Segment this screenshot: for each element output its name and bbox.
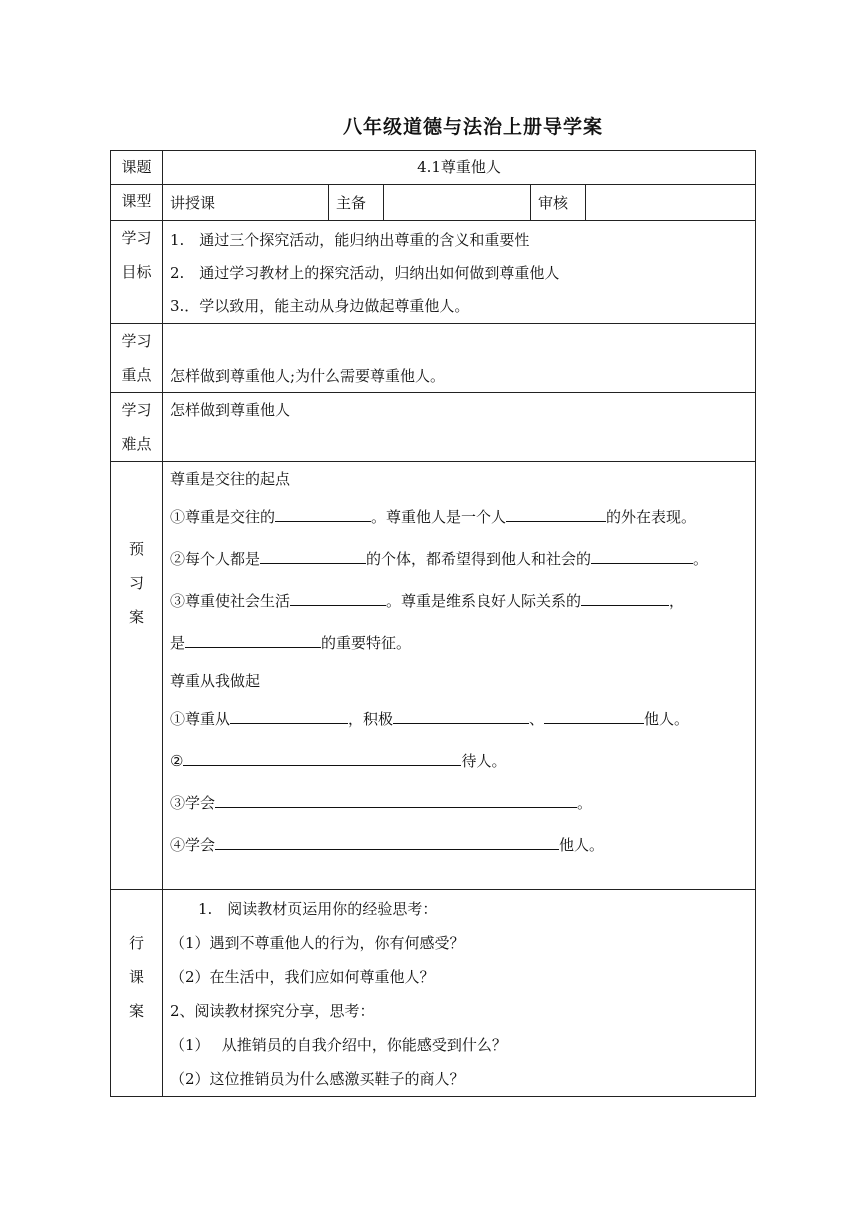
preview-content [163, 462, 756, 890]
preview-text: ② [170, 752, 184, 770]
preview-text: 的个体，都希望得到他人和社会的 [366, 550, 592, 568]
objective-item: 3.．学以致用，能主动从身边做起尊重他人。 [170, 297, 470, 315]
objective-item: 1. 通过三个探究活动，能归纳出尊重的含义和重要性 [170, 231, 530, 249]
difficulties-label [111, 393, 163, 462]
preview-line [170, 580, 748, 622]
objective-item: 2. 通过学习教材上的探究活动，归纳出如何做到尊重他人 [170, 264, 560, 282]
fill-blank[interactable] [544, 707, 644, 724]
preview-text: 是 [170, 634, 186, 652]
preview-text: 。尊重是维系良好人际关系的 [386, 592, 582, 610]
fill-blank[interactable] [290, 589, 386, 606]
preview-text: ，积极 [348, 710, 394, 728]
topic-label: 课题 [111, 151, 163, 185]
objectives-label [111, 221, 163, 324]
preview-label-line1: 预 [128, 540, 144, 558]
in-class-item: （1）遇到不尊重他人的行为，你有何感受？ [170, 934, 465, 952]
preview-heading: 尊重从我做起 [170, 672, 261, 690]
fill-blank[interactable] [215, 791, 577, 808]
in-class-item: （1） 从推销员的自我介绍中，你能感受到什么？ [170, 1036, 507, 1054]
key-points-text: 怎样做到尊重他人;为什么需要尊重他人。 [163, 324, 756, 393]
in-class-label-line1: 行 [128, 934, 144, 952]
row-preview [111, 462, 756, 890]
row-topic [111, 151, 756, 185]
in-class-item: 1. 阅读教材页运用你的经验思考： [198, 900, 438, 918]
difficulties-label-line1: 学习 [121, 401, 152, 419]
topic-value: 4.1尊重他人 [163, 151, 756, 185]
preview-text: ③尊重使社会生活 [170, 592, 291, 610]
preview-text: ④学会 [170, 836, 216, 854]
preview-text: ①尊重从 [170, 710, 231, 728]
fill-blank[interactable] [275, 505, 371, 522]
in-class-label [111, 890, 163, 1097]
preview-text: 。尊重他人是一个人 [371, 508, 507, 526]
document-title: 八年级道德与法治上册导学案 [342, 116, 603, 138]
preview-line [170, 698, 748, 740]
difficulties-label-line2: 难点 [121, 435, 152, 453]
review-value [586, 185, 756, 221]
row-in-class [111, 890, 756, 1097]
preview-text: ③学会 [170, 794, 216, 812]
preview-line [170, 824, 748, 866]
lead-value [384, 185, 531, 221]
preview-line [170, 538, 748, 580]
lead-label: 主备 [329, 185, 384, 221]
objectives-label-line1: 学习 [121, 229, 152, 247]
in-class-label-line3: 案 [128, 1002, 144, 1020]
type-value: 讲授课 [163, 185, 329, 221]
key-points-label [111, 324, 163, 393]
row-difficulties [111, 393, 756, 462]
key-points-label-line1: 学习 [121, 332, 152, 350]
row-key-points [111, 324, 756, 393]
preview-text: ①尊重是交往的 [170, 508, 276, 526]
review-label: 审核 [531, 185, 586, 221]
in-class-content [163, 890, 756, 1097]
preview-text: 的重要特征。 [321, 634, 412, 652]
difficulties-text: 怎样做到尊重他人 [163, 393, 756, 462]
row-type [111, 185, 756, 221]
objectives-label-line2: 目标 [121, 263, 152, 281]
key-points-label-line2: 重点 [121, 366, 152, 384]
in-class-label-line2: 课 [128, 968, 144, 986]
fill-blank[interactable] [591, 547, 693, 564]
fill-blank[interactable] [230, 707, 348, 724]
fill-blank[interactable] [506, 505, 606, 522]
preview-text: 。 [693, 550, 709, 568]
preview-line [170, 496, 748, 538]
preview-heading: 尊重是交往的起点 [170, 470, 291, 488]
preview-label [111, 462, 163, 890]
fill-blank[interactable] [581, 589, 669, 606]
in-class-item: （2）在生活中，我们应如何尊重他人？ [170, 968, 435, 986]
fill-blank[interactable] [393, 707, 529, 724]
preview-text: 待人。 [461, 752, 507, 770]
fill-blank[interactable] [185, 631, 321, 648]
row-objectives [111, 221, 756, 324]
objectives-content [163, 221, 756, 324]
preview-label-line3: 案 [128, 608, 144, 626]
lesson-plan-table [110, 150, 756, 1097]
fill-blank[interactable] [215, 833, 559, 850]
fill-blank[interactable] [183, 749, 461, 766]
preview-text: 他人。 [644, 710, 690, 728]
preview-line [170, 740, 748, 782]
preview-text: 他人。 [559, 836, 605, 854]
preview-text: 、 [529, 710, 545, 728]
in-class-item: 2、阅读教材探究分享，思考： [170, 1002, 375, 1020]
type-label: 课型 [111, 185, 163, 221]
fill-blank[interactable] [260, 547, 366, 564]
preview-text: 的外在表现。 [606, 508, 697, 526]
preview-text: 。 [577, 794, 593, 812]
preview-text: ， [669, 592, 685, 610]
preview-label-line2: 习 [128, 574, 144, 592]
preview-text: ②每个人都是 [170, 550, 261, 568]
preview-line [170, 622, 748, 664]
preview-line [170, 782, 748, 824]
in-class-item: （2）这位推销员为什么感激买鞋子的商人？ [170, 1070, 465, 1088]
